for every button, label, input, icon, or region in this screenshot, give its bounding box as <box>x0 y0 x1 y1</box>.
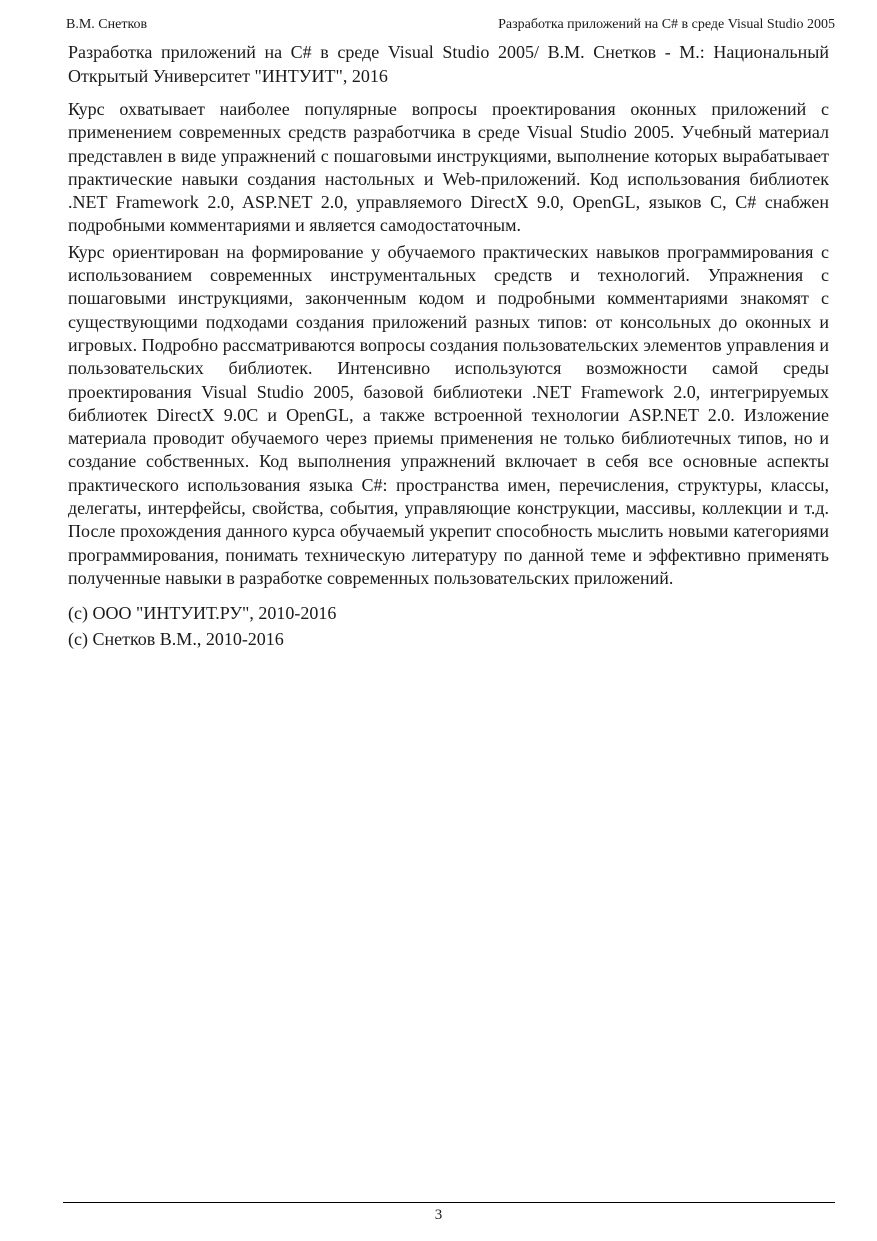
abstract-paragraph-2: Курс ориентирован на формирование у обучаемого практических навыков программирования с использованием современных инструментальных средств и технологий. Упражнения с пошаговыми инструкциями, законченным кодом и подробными комментариями знакомят с существующими подходами создания приложений разных типов: от консольных до оконных и игровых. Подробно рассматриваются вопросы создания пользовательских элементов управления и пользовательских библиотек. Интенсивно используются возможности самой среды проектирования Visual Studio 2005, базовой библиотеки .NET Framework 2.0, интегрируемых библиотек DirectX 9.0C и OpenGL, а также встроенной технологии ASP.NET 2.0. Изложение материала проводит обучаемого через приемы применения не только библиотечных типов, но и создание собственных. Код выполнения упражнений включает в себя все основные аспекты практического использования языка C#: пространства имен, перечисления, структуры, классы, делегаты, интерфейсы, свойства, события, управляющие конструкции, массивы, коллекции и т.д. После прохождения данного курса обучаемый укрепит способность мыслить новыми категориями программирования, понимать техническую литературу по данной теме и эффективно применять полученные навыки в разработке современных пользовательских приложений. <box>68 241 829 588</box>
running-header <box>66 15 835 35</box>
header-author: В.М. Снетков <box>66 17 148 32</box>
bibliographic-citation: Разработка приложений на C# в среде Visual Studio 2005/ В.М. Снетков - М.: Национальный Открытый Университет "ИНТУИТ", 2016 <box>68 42 829 86</box>
copyright-author: (c) Снетков В.М., 2010-2016 <box>68 629 284 650</box>
abstract-paragraph-1: Курс охватывает наиболее популярные вопросы проектирования оконных приложений с применением современных средств разработчика в среде Visual Studio 2005. Учебный материал представлен в виде упражнений с пошаговыми инструкциями, выполнение которых вырабатывает практические навыки создания настольных и Web-приложений. Код использования библиотек .NET Framework 2.0, ASP.NET 2.0, управляемого DirectX 9.0, OpenGL, языков C, C# снабжен подробными комментариями и является самодостаточным. <box>68 99 829 236</box>
page-content <box>68 40 829 652</box>
page-number: 3 <box>434 1207 443 1223</box>
copyright-publisher: (c) ООО "ИНТУИТ.РУ", 2010-2016 <box>68 603 337 624</box>
header-book-title: Разработка приложений на C# в среде Visual Studio 2005 <box>498 17 835 32</box>
footer-divider <box>63 1202 835 1203</box>
copyright-block <box>68 600 829 652</box>
